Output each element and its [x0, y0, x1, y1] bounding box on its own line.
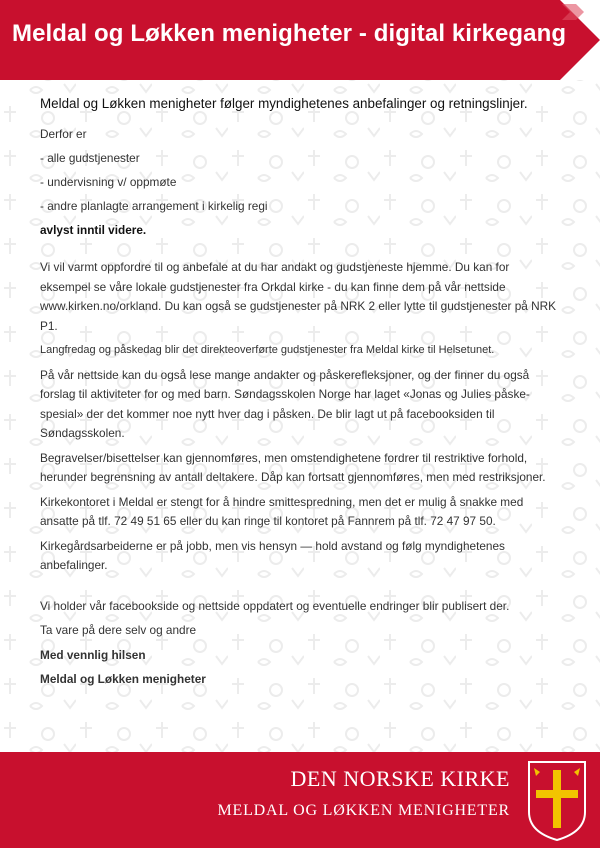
footer-band: [0, 752, 600, 848]
parish-name: MELDAL OG LØKKEN MENIGHETER: [217, 802, 510, 819]
care-message: Ta vare på dere selv og andre: [40, 623, 197, 637]
closing-info: Vi holder vår facebookside og nettside oppdatert og eventuelle endringer blir publisert der.: [40, 598, 510, 613]
paragraph-easter-broadcast: Langfredag og påskedag blir det direkteoverførte gudstjenester fra Meldal kirke til Helsetunet.: [40, 344, 495, 356]
page-title: Meldal og Løkken menigheter - digital kirkegang: [12, 20, 567, 47]
paragraph-funerals-baptism: Begravelser/bisettelser kan gjennomføres, men omstendighetene fordrer til restriktive forhold, herunder begrensning av antall deltakere. Dåp kan fortsatt gjennomføres, men med restriksjoner.: [40, 450, 546, 484]
regards: Med vennlig hilsen: [40, 647, 146, 662]
paragraph-cemetery-workers: Kirkegårdsarbeiderne er på jobb, men vis hensyn — hold avstand og følg myndighetenes anbefalinger.: [40, 538, 505, 572]
notice-body: [40, 95, 562, 695]
lead-statement: Meldal og Løkken menigheter følger myndighetenes anbefalinger og retningslinjer.: [40, 96, 528, 111]
cross-shield-icon: [526, 760, 588, 842]
signature: Meldal og Løkken menigheter: [40, 672, 206, 686]
paragraph-office-contact: Kirkekontoret i Meldal er stengt for å hindre smittespredning, men det er mulig å snakke med ansatte på tlf. 72 49 51 65 eller du kan ringe til kontoret på Fannrem på tlf. 72 47 97 50.: [40, 494, 524, 528]
church-name: DEN NORSKE KIRKE: [290, 766, 510, 791]
paragraph-home-worship: Vi vil varmt oppfordre til og anbefale at du har andakt og gudstjeneste hjemme. Du kan for eksempel se våre lokale gudstjenester fra Orkdal kirke - du kan finne dem på vår nettside www.kirken.no/orkland. Du kan også se gudstjenester på NRK 2 eller lytte til gudstjenester på NRK P1.: [40, 260, 557, 333]
paragraph-website-resources: På vår nettside kan du også lese mange andakter og påskerefleksjoner, og der finner du også forslag til aktiviteter for og med barn. Søndagsskolen Norge har laget «Jonas og Julies påske-spesial» der det kommer noe nytt hver dag i påsken. De blir lagt ut på facebooksiden til Søndagsskolen.: [40, 367, 530, 440]
list-item: - alle gudstjenester: [40, 151, 140, 165]
intro-text: Derfor er: [40, 127, 87, 141]
cancelled-notice: avlyst inntil videre.: [40, 223, 147, 237]
list-item: - undervisning v/ oppmøte: [40, 175, 177, 189]
list-item: - andre planlagte arrangement i kirkelig regi: [40, 199, 268, 213]
